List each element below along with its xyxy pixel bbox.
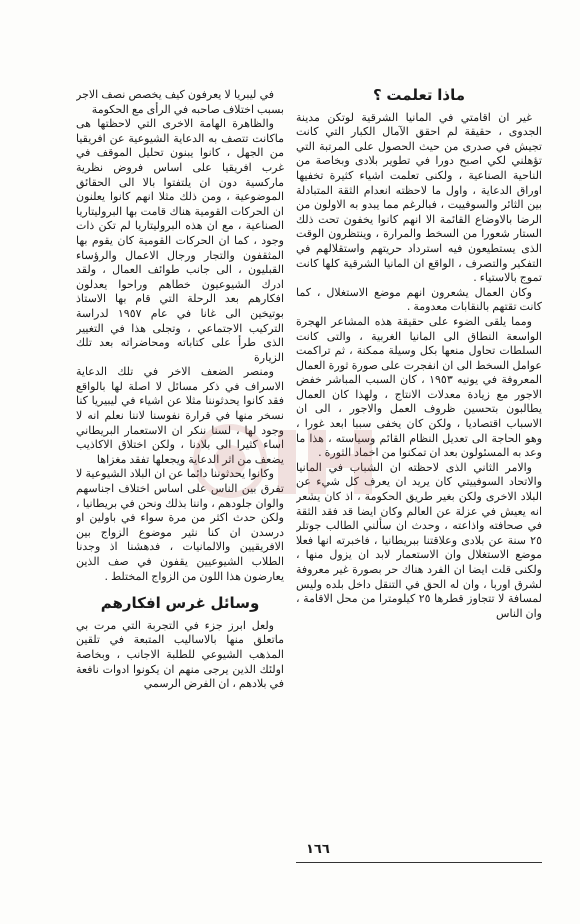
paragraph: والظاهرة الهامة الاخرى التي لاحظتها هى ماكانت تتصف به الدعاية الشيوعية عن افريقيا من الجهل ، كانوا يبنون تحليل الموقف في غرب افريقيا على اساس فروض نظرية ماركسية دون ان يلتفتوا بالا الى الحقائق الموضوعية ، ومن ذلك مثلا انهم كانوا يعلنون ان الحركات القومية هناك قامت بها البروليتاريا الصناعية ، مع ان هذه البروليتاريا لم تكن ذات وجود ، كما ان الحركات القومية كان يقوم بها المثقفون والتجار ورجال الاعمال والرؤساء القبليون ، الى جانب طوائف العمال ، ولقد ادرك الشيوعيون خطاهم وراحوا يعدلون افكارهم بعد الرحلة التي قام بها الاستاذ بوتيخين الى غانا في عام ١٩٥٧ لدراسة التركيب الاجتماعي ، وتجلى هذا في التغيير الذى طرأ على كتاباته ومحاضراته بعد تلك الزيارة xyxy=(76,117,284,364)
paragraph: غير ان اقامتي في المانيا الشرقية لوتكن مدينة الجدوى ، حقيقة لم احقق الآمال الكبار التي كانت تجيش في صدرى من حيث الحصول على المرتبة التي تؤهلني لكي اصبح دورا في تطوير بلادى وبخاصة من الناحية الصناعية ، ولكنى تعلمت اشياء كثيرة تخفيها اوراق الدعاية ، واول ما لاحظته انعدام الثقة المتبادلة بين الثائر والسوفييت ، فبالرغم مما يبدو به الاولون من الرضا بالاوضاع القائمة الا انهم كانوا يخفون تحت ذلك الستار شعورا من السخط والمرارة ، وينتظرون الوقت الذى يستطيعون فيه استرداد حريتهم واستقلالهم في التفكير والتصرف ، الواقع ان المانيا الشرقية كلها كانت تموج بالاستياء . xyxy=(296,110,542,285)
right-column xyxy=(296,86,542,826)
paragraph: ولعل ابرز جزء في التجربة التي مرت بي ماتعلق منها بالاساليب المتبعة في تلقين المذهب الشيوعي للطلبة الاجانب ، وبخاصة اولئك الذين يرجى منهم ان يكونوا ادوات نافعة في بلادهم ، ان الفرض الرسمي xyxy=(76,618,284,691)
paragraph: وكان العمال يشعرون انهم موضع الاستغلال ، كما كانت تقتهم بالنقابات معدومة . xyxy=(296,285,542,314)
footer-rule xyxy=(296,862,542,863)
paragraph: في ليبريا لا يعرفون كيف يخصص نصف الاجر بسبب اختلاف صاحبه في الرأى مع الحكومة xyxy=(76,88,284,116)
article-title: ماذا تعلمت ؟ xyxy=(372,86,466,104)
section-subheading: وسائل غرس افكارهم xyxy=(100,594,260,613)
left-column xyxy=(76,88,284,904)
paragraph: وكانوا يحدثوننا دائما عن ان البلاد الشيوعية لا تفرق بين الناس على اساس اختلاف اجناسهم والوان جلودهم ، واننا بذلك ونحن في بريطانيا ، ولكن حدث اكثر من مرة سواء في باولين او درسدن ان كنا نثير موضوع الزواج بين الافريقيين والالمانيات ، فدهشنا اذ وجدنا الطلاب الشيوعيين يقفون في صف الذين يعارضون هذا اللون من الزواج المختلط . xyxy=(76,467,284,583)
paragraph: والامر الثاني الذى لاحظته ان الشباب في المانيا والاتحاد السوفييتي كان يريد ان يعرف كل شيء عن البلاد الاخرى ولكن بغير طريق الحكومة ، اذ كان يشعر انه يعيش في عزلة عن العالم وكان ايضا قد فقد الثقة في صحافته واذاعته ، وحدث ان سألني الطالب جوتلر ٢٥ سنة عن بلادى وعلاقتنا ببريطانيا ، فاخبرته انها فعلا موضع الاستغلال وان الاستعمار لابد ان يزول منها ، ولكنى قلت ايضا ان الفرد هناك حر بصورة غير معروفة لشرق اوربا ، وان له الحق في التنقل داخل بلده وليس لمسافة لا تتجاوز قطرها ٢٥ كيلومترا من محل الاقامة ، وان الناس xyxy=(296,460,542,620)
page-number: ١٦٦ xyxy=(306,842,330,857)
paragraph: ومما يلقى الضوء على حقيقة هذه المشاعر الهجرة الواسعة النطاق الى المانيا الغربية ، والتى كانت السلطات تحاول منعها بكل وسيلة ممكنة ، ثم تراكمت عوامل السخط الى ان انفجرت على صورة ثورة العمال المعروفة في يونيه ١٩٥٣ ، كان السبب المباشر خفض الاجور مع زيادة معدلات الانتاج ، ولهذا كان العمال يطالبون بتحسين ظروف العمل والاجور ، الى ان الاسباب اقتصاديا ، ولكن كان يخفى سببا ابعد غورا ، وهو الحاجة الى تعديل النظام القائم وسياسته ، هذا ما وعد به المسئولون بعد ان تمكنوا من اخماد الثورة . xyxy=(296,314,542,460)
paragraph: ومنصر الضعف الاخر في تلك الدعاية الاسراف في ذكر مسائل لا اصلة لها بالواقع فقد كانوا يحدثوننا مثلا عن اشياء في ليبيريا كنا نسخر منها في قرارة نفوسنا لاننا نعلم انه لا وجود لها ، لسنا ننكر ان الاستعمار البريطاني اساء كثيرا الى بلادنا ، ولكن اختلاق الاكاذيب يضعف من اثر الدعاية ويجعلها تفقد مغزاها xyxy=(76,365,284,466)
